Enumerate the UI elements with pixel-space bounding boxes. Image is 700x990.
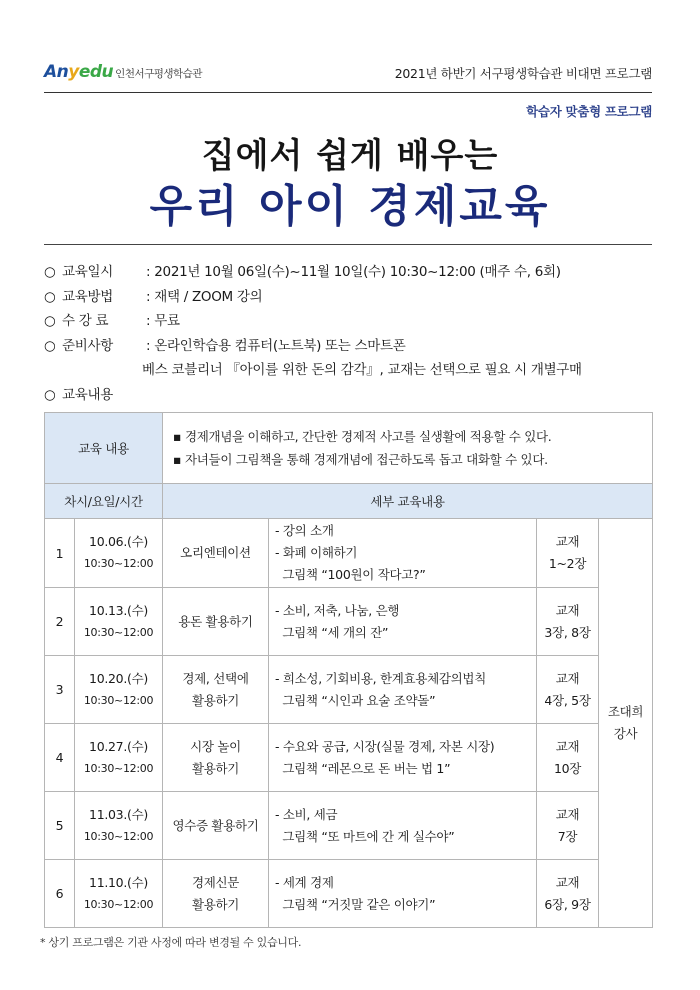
session-time: 10:30~12:00 bbox=[83, 693, 154, 707]
session-datetime bbox=[75, 792, 163, 860]
session-textbook bbox=[537, 656, 599, 724]
session-date: 11.10.(수) bbox=[89, 874, 148, 890]
session-title-line: 활용하기 bbox=[191, 760, 240, 776]
content-line: 그림책 “레몬으로 돈 버는 법 1” bbox=[275, 760, 451, 776]
column-header-detail: 세부 교육내용 bbox=[163, 484, 653, 519]
info-row-fee bbox=[44, 309, 664, 334]
textbook-line: 교재 bbox=[555, 534, 580, 549]
textbook-line: 교재 bbox=[555, 738, 580, 754]
info-value: 온라인학습용 컴퓨터(노트북) 또는 스마트폰 bbox=[154, 337, 406, 354]
info-row-book: 베스 코블리너 『아이를 위한 돈의 감각』, 교재는 선택으로 필요 시 개별구매 bbox=[142, 362, 582, 378]
session-title bbox=[163, 792, 269, 860]
info-row-content bbox=[44, 383, 664, 408]
session-content bbox=[269, 860, 537, 928]
session-number: 5 bbox=[45, 792, 75, 860]
info-row-requirements bbox=[44, 334, 664, 359]
session-content bbox=[269, 724, 537, 792]
session-title bbox=[163, 519, 269, 588]
circle-bullet: ○ bbox=[44, 288, 56, 305]
session-textbook bbox=[537, 519, 599, 588]
square-bullet: ▪ bbox=[173, 452, 182, 467]
session-time: 10:30~12:00 bbox=[83, 557, 154, 570]
info-row-date bbox=[44, 260, 664, 285]
info-value: 무료 bbox=[154, 313, 180, 329]
info-section bbox=[44, 260, 664, 407]
session-datetime bbox=[75, 588, 163, 656]
content-line: 그림책 “100원이 작다고?” bbox=[275, 567, 426, 582]
overview-item bbox=[173, 425, 642, 448]
circle-bullet: ○ bbox=[44, 313, 56, 329]
title-line-2: 우리 아이 경제교육 bbox=[149, 181, 551, 232]
info-separator: : bbox=[142, 288, 155, 305]
info-label: 수 강 료 bbox=[62, 313, 109, 329]
overview-item-text: 경제개념을 이해하고, 간단한 경제적 사고를 실생활에 적용할 수 있다. bbox=[185, 429, 552, 444]
session-title bbox=[163, 656, 269, 724]
curriculum-table bbox=[44, 412, 653, 928]
overview-item-text: 자녀들이 그림책을 통해 경제개념에 접근하도록 돕고 대화할 수 있다. bbox=[185, 452, 548, 467]
content-line: - 소비, 저축, 나눔, 은행 bbox=[275, 602, 400, 618]
session-datetime bbox=[75, 656, 163, 724]
table-row bbox=[45, 860, 653, 928]
session-number: 4 bbox=[45, 724, 75, 792]
table-row bbox=[45, 656, 653, 724]
session-content bbox=[269, 656, 537, 724]
session-textbook bbox=[537, 860, 599, 928]
textbook-line: 4장, 5장 bbox=[544, 692, 591, 708]
logo-mark-part: edu bbox=[78, 62, 114, 82]
textbook-line: 6장, 9장 bbox=[544, 896, 591, 912]
title-divider bbox=[44, 244, 652, 245]
square-bullet: ▪ bbox=[173, 429, 182, 444]
circle-bullet: ○ bbox=[44, 337, 56, 354]
circle-bullet: ○ bbox=[44, 264, 56, 280]
content-line: 그림책 “거짓말 같은 이야기” bbox=[275, 896, 436, 912]
session-title bbox=[163, 860, 269, 928]
session-time: 10:30~12:00 bbox=[83, 761, 154, 775]
session-number: 6 bbox=[45, 860, 75, 928]
session-title-line: 활용하기 bbox=[191, 896, 240, 912]
column-header-row bbox=[45, 484, 653, 519]
content-line: 그림책 “세 개의 잔” bbox=[275, 624, 389, 640]
session-number: 1 bbox=[45, 519, 75, 588]
content-line: 그림책 “또 마트에 간 게 실수야” bbox=[275, 828, 455, 844]
content-line: 그림책 “시인과 요술 조약돌” bbox=[275, 692, 436, 708]
session-title-line: 경제, 선택에 bbox=[182, 670, 249, 686]
session-date: 10.13.(수) bbox=[89, 602, 148, 618]
info-separator: : bbox=[142, 337, 155, 354]
table-row bbox=[45, 792, 653, 860]
info-separator: : bbox=[142, 264, 155, 280]
session-title-line: 시장 놀이 bbox=[190, 738, 241, 754]
session-content bbox=[269, 519, 537, 588]
table-row bbox=[45, 519, 653, 588]
overview-items bbox=[163, 413, 653, 484]
textbook-line: 교재 bbox=[555, 670, 580, 686]
document-header bbox=[44, 58, 652, 93]
info-label: 준비사항 bbox=[62, 337, 113, 354]
textbook-line: 10장 bbox=[553, 760, 582, 776]
logo-mark-part: An bbox=[44, 62, 69, 82]
session-number: 2 bbox=[45, 588, 75, 656]
session-date: 11.03.(수) bbox=[89, 806, 148, 822]
info-value: 2021년 10월 06일(수)~11월 10일(수) 10:30~12:00 (매주 수, 6회) bbox=[154, 264, 561, 280]
overview-row bbox=[45, 413, 653, 484]
circle-bullet: ○ bbox=[44, 386, 56, 403]
session-textbook bbox=[537, 792, 599, 860]
info-value: 재택 / ZOOM 강의 bbox=[154, 288, 263, 305]
title-line-1: 집에서 쉽게 배우는 bbox=[201, 136, 499, 176]
session-textbook bbox=[537, 588, 599, 656]
instructor-role: 강사 bbox=[613, 726, 638, 741]
table-row bbox=[45, 588, 653, 656]
textbook-line: 교재 bbox=[555, 874, 580, 890]
textbook-line: 7장 bbox=[557, 828, 578, 844]
session-textbook bbox=[537, 724, 599, 792]
textbook-line: 3장, 8장 bbox=[544, 624, 591, 640]
content-line: - 수요와 공급, 시장(실물 경제, 자본 시장) bbox=[275, 738, 495, 754]
session-title-line: 오리엔테이션 bbox=[180, 545, 251, 560]
textbook-line: 교재 bbox=[555, 806, 580, 822]
overview-item bbox=[173, 448, 642, 471]
content-line: - 강의 소개 bbox=[275, 523, 334, 538]
content-line: - 세계 경제 bbox=[275, 874, 334, 890]
session-title bbox=[163, 724, 269, 792]
session-time: 10:30~12:00 bbox=[83, 897, 154, 911]
logo bbox=[44, 62, 202, 82]
session-time: 10:30~12:00 bbox=[83, 829, 154, 843]
program-subtitle: 학습자 맞춤형 프로그램 bbox=[526, 104, 652, 119]
session-content bbox=[269, 792, 537, 860]
session-content bbox=[269, 588, 537, 656]
textbook-line: 1~2장 bbox=[548, 556, 587, 571]
session-number: 3 bbox=[45, 656, 75, 724]
info-label: 교육방법 bbox=[62, 288, 113, 305]
session-date: 10.20.(수) bbox=[89, 670, 148, 686]
session-title-line: 활용하기 bbox=[191, 692, 240, 708]
session-title-line: 경제신문 bbox=[191, 874, 240, 890]
info-separator: : bbox=[142, 313, 155, 329]
content-line: - 희소성, 기회비용, 한계효용체감의법칙 bbox=[275, 670, 486, 686]
session-title-line: 용돈 활용하기 bbox=[178, 613, 253, 629]
info-label: 교육일시 bbox=[62, 264, 113, 280]
session-title-line: 영수증 활용하기 bbox=[172, 817, 259, 833]
session-datetime bbox=[75, 860, 163, 928]
info-label: 교육내용 bbox=[62, 386, 113, 403]
logo-mark-part: y bbox=[68, 62, 79, 82]
textbook-line: 교재 bbox=[555, 602, 580, 618]
footnote: * 상기 프로그램은 기관 사정에 따라 변경될 수 있습니다. bbox=[40, 936, 302, 949]
table-row bbox=[45, 724, 653, 792]
session-time: 10:30~12:00 bbox=[83, 625, 154, 639]
session-date: 10.27.(수) bbox=[89, 738, 148, 754]
content-line: - 화폐 이해하기 bbox=[275, 545, 358, 560]
content-line: - 소비, 세금 bbox=[275, 806, 338, 822]
session-datetime bbox=[75, 519, 163, 588]
info-row-method bbox=[44, 285, 664, 310]
program-label: 2021년 하반기 서구평생학습관 비대면 프로그램 bbox=[394, 66, 652, 81]
logo-mark bbox=[44, 62, 113, 82]
column-header-session: 차시/요일/시간 bbox=[45, 484, 163, 519]
session-datetime bbox=[75, 724, 163, 792]
overview-label: 교육 내용 bbox=[45, 413, 163, 484]
session-date: 10.06.(수) bbox=[89, 534, 148, 549]
instructor-name: 조대희 bbox=[607, 704, 644, 719]
logo-name: 인천서구평생학습관 bbox=[115, 68, 202, 80]
instructor-cell bbox=[599, 519, 653, 928]
session-title bbox=[163, 588, 269, 656]
